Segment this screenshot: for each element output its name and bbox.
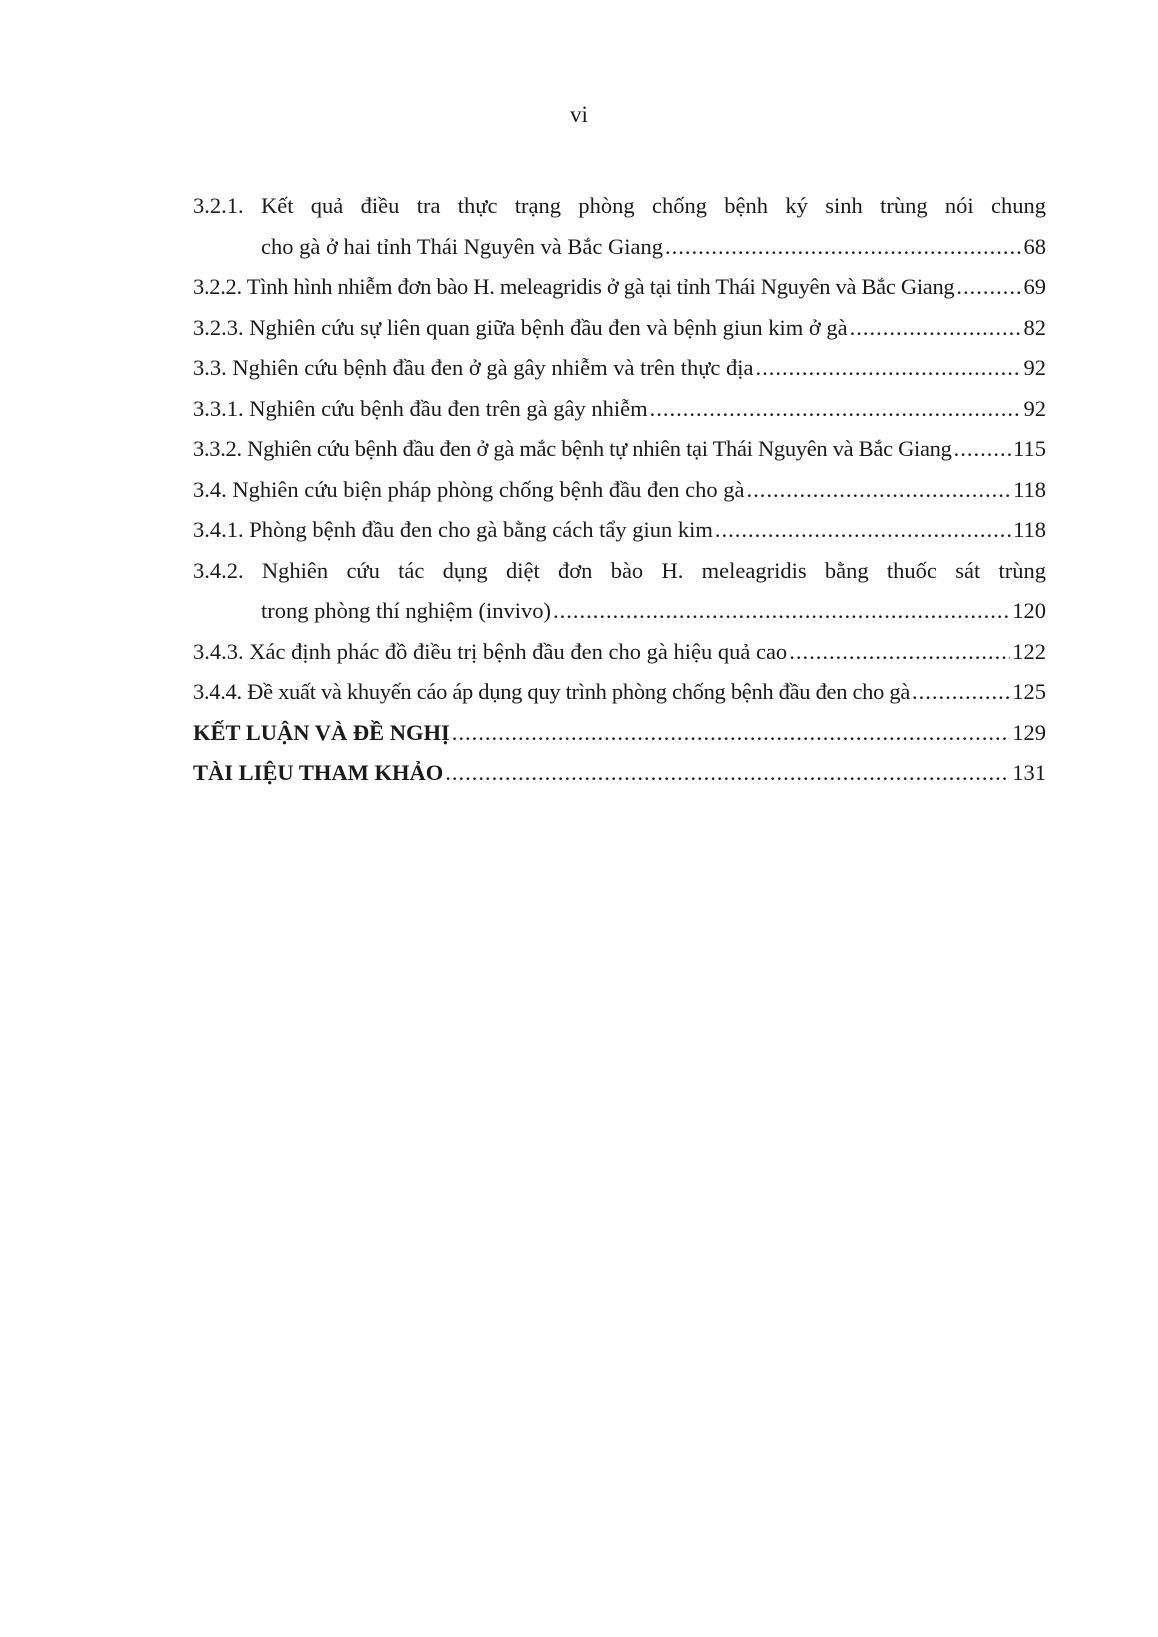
dot-leader bbox=[956, 267, 1021, 308]
dot-leader bbox=[850, 308, 1022, 349]
toc-entry-title: TÀI LIỆU THAM KHẢO bbox=[193, 760, 444, 785]
toc-page-number: 125 bbox=[1012, 679, 1046, 704]
toc-entry-3-2-3 bbox=[193, 308, 1046, 349]
toc-entry-title-line1: 3.2.1. Kết quả điều tra thực trạng phòng chống bệnh ký sinh trùng nói chung bbox=[193, 193, 1046, 218]
toc-entry-3-2-2 bbox=[193, 267, 1046, 308]
toc-entry-3-3-1 bbox=[193, 389, 1046, 430]
dot-leader bbox=[746, 470, 1011, 511]
toc-entry-title: 3.4.4. Đề xuất và khuyến cáo áp dụng quy trình phòng chống bệnh đầu đen cho gà bbox=[193, 679, 911, 704]
toc-page-number: 118 bbox=[1013, 517, 1046, 542]
dot-leader bbox=[650, 389, 1022, 430]
dot-leader bbox=[445, 753, 1010, 794]
toc-entry-title: 3.3. Nghiên cứu bệnh đầu đen ở gà gây nhiễm và trên thực địa bbox=[193, 355, 754, 380]
toc-entry-3-4-2 bbox=[193, 551, 1046, 632]
toc-page-number: 115 bbox=[1013, 436, 1046, 461]
dot-leader bbox=[553, 591, 1010, 632]
toc-entry-title: 3.3.2. Nghiên cứu bệnh đầu đen ở gà mắc bệnh tự nhiên tại Thái Nguyên và Bắc Giang bbox=[193, 436, 952, 461]
toc-page-number: 69 bbox=[1023, 274, 1046, 299]
toc-entry-title: 3.4.3. Xác định phác đồ điều trị bệnh đầu đen cho gà hiệu quả cao bbox=[193, 638, 788, 664]
table-of-contents bbox=[193, 186, 1046, 794]
toc-page-number: 118 bbox=[1013, 476, 1046, 502]
toc-entry-title-line2: cho gà ở hai tỉnh Thái Nguyên và Bắc Giang bbox=[261, 233, 664, 259]
toc-entry-3-2-1 bbox=[193, 186, 1046, 267]
toc-page-number: 122 bbox=[1012, 638, 1046, 664]
toc-page-number: 92 bbox=[1023, 395, 1046, 421]
toc-page-number: 82 bbox=[1023, 314, 1046, 340]
toc-entry-title: 3.4. Nghiên cứu biện pháp phòng chống bệnh đầu đen cho gà bbox=[193, 476, 745, 502]
toc-entry-references bbox=[193, 753, 1046, 794]
toc-entry-title: 3.2.2. Tình hình nhiễm đơn bào H. meleagridis ở gà tại tỉnh Thái Nguyên và Bắc Giang bbox=[193, 274, 955, 299]
dot-leader bbox=[789, 632, 1010, 673]
dot-leader bbox=[954, 429, 1012, 470]
toc-entry-title-line2: trong phòng thí nghiệm (invivo) bbox=[261, 598, 551, 623]
toc-page-number: 120 bbox=[1012, 598, 1046, 623]
page-number: vi bbox=[570, 102, 588, 127]
toc-entry-3-3 bbox=[193, 348, 1046, 389]
toc-page-number: 92 bbox=[1023, 355, 1046, 380]
toc-entry-3-4-3 bbox=[193, 632, 1046, 673]
toc-page-number: 68 bbox=[1023, 233, 1046, 259]
dot-leader bbox=[715, 510, 1011, 551]
toc-entry-title: 3.2.3. Nghiên cứu sự liên quan giữa bệnh đầu đen và bệnh giun kim ở gà bbox=[193, 314, 848, 340]
toc-entry-3-4-1 bbox=[193, 510, 1046, 551]
toc-entry-title-line1: 3.4.2. Nghiên cứu tác dụng diệt đơn bào H. meleagridis bằng thuốc sát trùng bbox=[193, 557, 1046, 583]
toc-entry-3-4-4 bbox=[193, 672, 1046, 713]
toc-entry-title: KẾT LUẬN VÀ ĐỀ NGHỊ bbox=[193, 719, 450, 745]
toc-entry-title: 3.3.1. Nghiên cứu bệnh đầu đen trên gà gây nhiễm bbox=[193, 395, 648, 421]
dot-leader bbox=[452, 713, 1011, 754]
toc-entry-3-3-2 bbox=[193, 429, 1046, 470]
toc-page-number: 131 bbox=[1012, 760, 1046, 785]
dot-leader bbox=[665, 227, 1021, 268]
toc-page-number: 129 bbox=[1012, 719, 1046, 745]
dot-leader bbox=[912, 672, 1010, 713]
dot-leader bbox=[756, 348, 1022, 389]
toc-entry-conclusion bbox=[193, 713, 1046, 754]
toc-entry-title: 3.4.1. Phòng bệnh đầu đen cho gà bằng cách tẩy giun kim bbox=[193, 517, 713, 542]
toc-entry-3-4 bbox=[193, 470, 1046, 511]
